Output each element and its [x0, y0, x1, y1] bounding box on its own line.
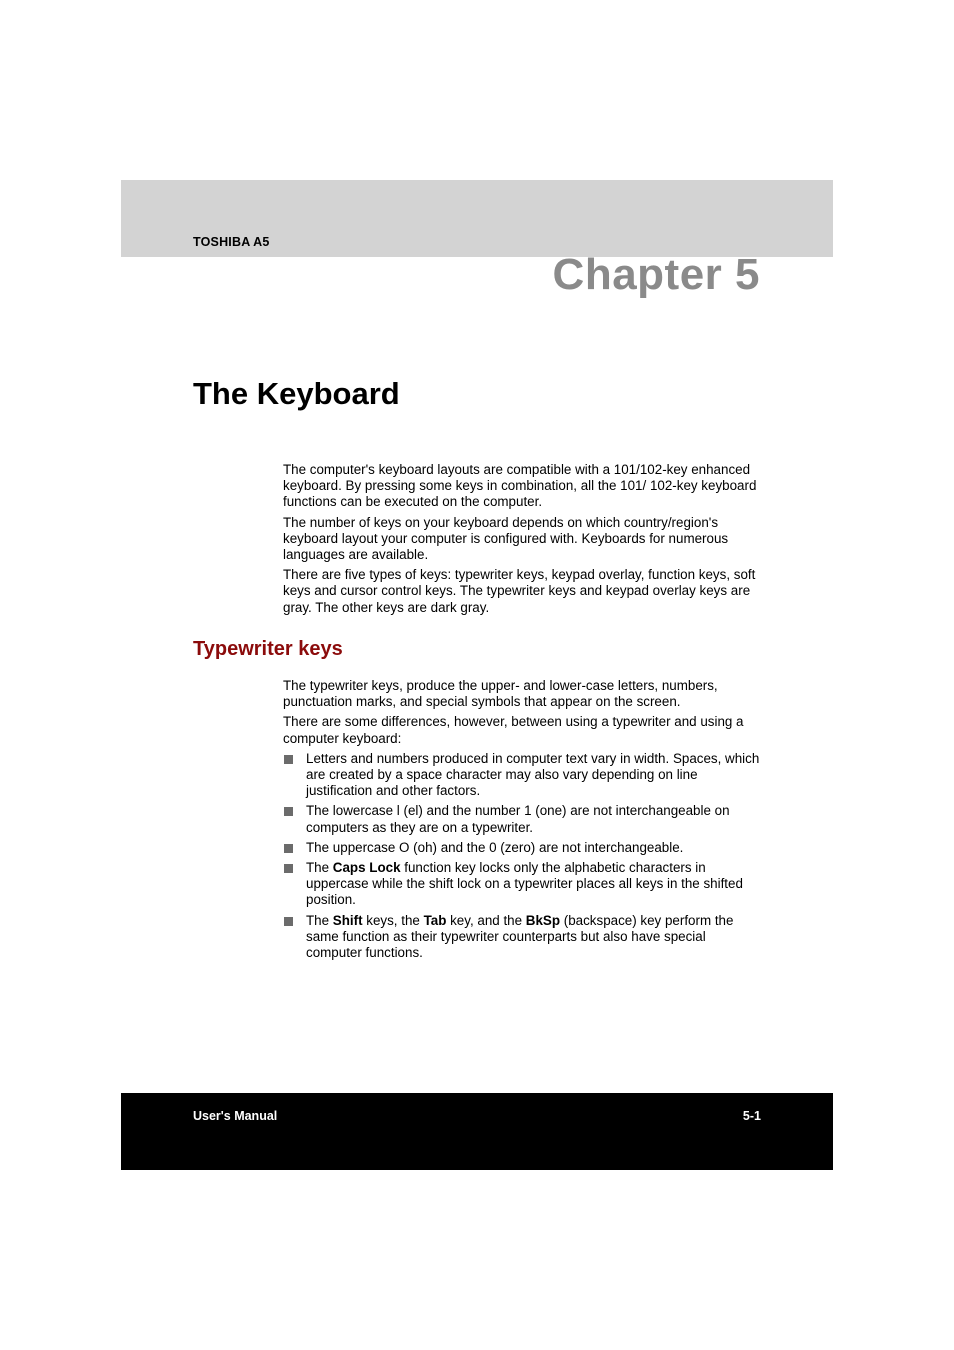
list-item-text: Letters and numbers produced in computer text vary in width. Spaces, which are created by a space character may also vary depending on line justification and other factors. [306, 750, 760, 799]
footer-band [121, 1093, 833, 1170]
square-bullet-icon [284, 917, 293, 926]
list-item-text: key, and the [446, 912, 526, 928]
page-number: 5-1 [742, 1109, 761, 1123]
typewriter-keys-section [283, 678, 761, 965]
list-item-text: The lowercase l (el) and the number 1 (one) are not interchangeable on computers as they are on a typewriter. [306, 803, 730, 835]
chapter-number: Chapter 5 [552, 250, 760, 299]
intro-paragraph: There are five types of keys: typewriter keys, keypad overlay, function keys, soft keys and cursor control keys. The typewriter keys and keypad overlay keys are gray. The other keys are dark gray. [283, 567, 756, 615]
square-bullet-icon [284, 844, 293, 853]
intro-section [283, 462, 761, 620]
section-paragraph: The typewriter keys, produce the upper- and lower-case letters, numbers, punctuation marks, and special symbols that appear on the screen. [283, 678, 718, 710]
square-bullet-icon [284, 755, 293, 764]
list-item [283, 803, 761, 835]
manual-title: User's Manual [193, 1109, 278, 1123]
intro-paragraph: The number of keys on your keyboard depends on which country/region's keyboard layout your computer is configured with. Keyboards for numerous languages are available. [283, 514, 729, 563]
section-paragraph: There are some differences, however, between using a typewriter and using a computer keyboard: [283, 714, 744, 746]
square-bullet-icon [284, 864, 293, 873]
intro-paragraph: The computer's keyboard layouts are compatible with a 101/102-key enhanced keyboard. By pressing some keys in combination, all the 101/ 102-key keyboard functions can be executed on the computer. [283, 462, 757, 510]
differences-list [283, 751, 761, 961]
list-item [283, 751, 761, 800]
section-heading: Typewriter keys [193, 638, 343, 660]
list-item-text: (backspace) key perform the same function as their typewriter counterparts but also have special computer functions. [306, 912, 734, 961]
list-item [283, 840, 761, 856]
key-name: BkSp [525, 912, 561, 928]
list-item [283, 860, 761, 909]
list-item-text: The [306, 912, 333, 928]
list-item-text: keys, the [362, 912, 424, 928]
list-item-text: The [306, 860, 333, 876]
page-title: The Keyboard [193, 376, 400, 411]
square-bullet-icon [284, 807, 293, 816]
key-name: Tab [423, 912, 447, 928]
list-item [283, 913, 761, 962]
key-name: Caps Lock [332, 860, 401, 876]
list-item-text: function key locks only the alphabetic characters in uppercase while the shift lock on a typewriter places all keys in the shifted position. [306, 860, 743, 908]
key-name: Shift [332, 912, 363, 928]
list-item-text: The uppercase O (oh) and the 0 (zero) are not interchangeable. [306, 839, 684, 855]
product-name: TOSHIBA A5 [193, 235, 270, 249]
